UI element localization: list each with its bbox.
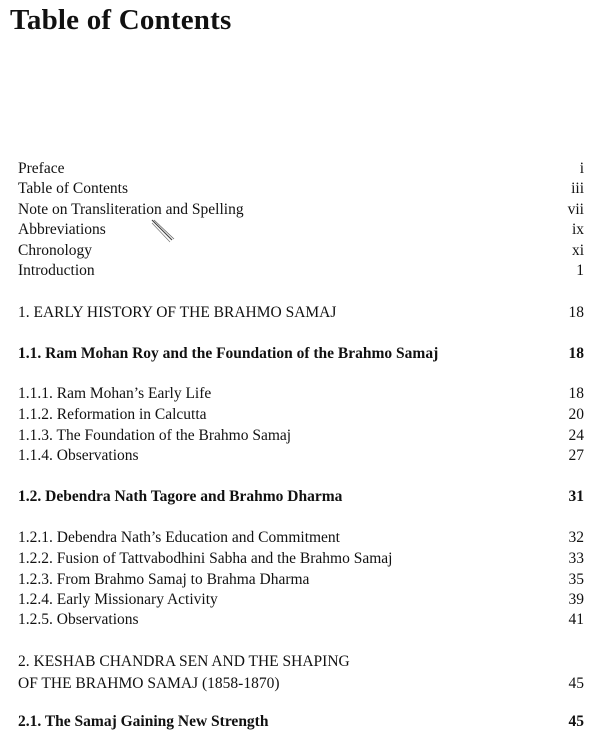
toc-page-number: vii [567,201,584,218]
toc-label: 1.2.2. Fusion of Tattvabodhini Sabha and the Brahmo Samaj [18,550,393,567]
toc-label: 1. EARLY HISTORY OF THE BRAHMO SAMAJ [18,304,337,321]
toc-entry-1-2-5[interactable] [18,611,584,629]
toc-entry-introduction[interactable] [18,262,584,280]
toc-page-number: 39 [568,591,584,608]
toc-page-number: 41 [568,611,584,628]
toc-entry-abbreviations[interactable] [18,221,584,239]
toc-entry-chronology[interactable] [18,242,584,260]
toc-page-number: 45 [568,675,584,692]
toc-page-number: 20 [568,406,584,423]
toc-page-number: 18 [568,304,584,321]
toc-label: 1.2.4. Early Missionary Activity [18,591,218,608]
toc-label: 1.2.1. Debendra Nath’s Education and Commitment [18,529,340,546]
toc-page-number: 27 [568,447,584,464]
toc-label: 1.2. Debendra Nath Tagore and Brahmo Dharma [18,488,343,505]
toc-page-number: 18 [568,345,584,362]
toc-label: Preface [18,160,65,177]
toc-entry-1-2-2[interactable] [18,550,584,568]
toc-entry-1-2-3[interactable] [18,571,584,589]
toc-entry-chapter-1[interactable] [18,304,584,322]
toc-page-number: 33 [568,550,584,567]
toc-page-number: ix [571,221,584,238]
toc-label: 1.1.3. The Foundation of the Brahmo Samaj [18,427,292,444]
toc-page-number: xi [571,242,584,259]
toc-page-number: 32 [568,529,584,546]
toc-label: Table of Contents [18,180,128,197]
toc-entry-section-1-2[interactable] [18,488,584,506]
toc-page-number: 31 [568,488,584,505]
toc-entry-section-2-1[interactable] [18,713,584,731]
toc-entry-1-1-4[interactable] [18,447,584,465]
toc-label: 1.2.5. Observations [18,611,139,628]
toc-page-number: 18 [568,385,584,402]
toc-label: 1.1.4. Observations [18,447,139,464]
toc-entry-table-of-contents[interactable] [18,180,584,198]
toc-label: Abbreviations [18,221,106,238]
toc-page-number: 1 [576,262,584,279]
page-title: Table of Contents [10,4,232,36]
toc-label: Introduction [18,262,95,279]
toc-label: 1.1.2. Reformation in Calcutta [18,406,207,423]
toc-label: 1.1. Ram Mohan Roy and the Foundation of the Brahmo Samaj [18,345,439,362]
toc-label: 2.1. The Samaj Gaining New Strength [18,713,269,730]
toc-page-number: i [579,160,584,177]
toc-label: 2. KESHAB CHANDRA SEN AND THE SHAPING OF THE BRAHMO SAMAJ (1858-1870) [18,653,350,692]
toc-entry-1-2-4[interactable] [18,591,584,609]
toc-entry-1-1-3[interactable] [18,427,584,445]
toc-entry-note-on-transliteration[interactable] [18,201,584,219]
toc-page-number: iii [571,180,584,197]
toc-page-number: 24 [568,427,584,444]
toc-label: 1.2.3. From Brahmo Samaj to Brahma Dharma [18,571,310,588]
toc-page-number: 45 [568,713,584,730]
toc-entry-1-1-2[interactable] [18,406,584,424]
toc-entry-chapter-2[interactable] [18,651,584,695]
toc-entry-section-1-1[interactable] [18,345,584,363]
toc-label: Note on Transliteration and Spelling [18,201,244,218]
toc-entry-1-2-1[interactable] [18,529,584,547]
toc-entry-preface[interactable] [18,160,584,178]
toc-label: 1.1.1. Ram Mohan’s Early Life [18,385,212,402]
toc-label: Chronology [18,242,93,259]
toc-page-number: 35 [568,571,584,588]
toc-entry-1-1-1[interactable] [18,385,584,403]
